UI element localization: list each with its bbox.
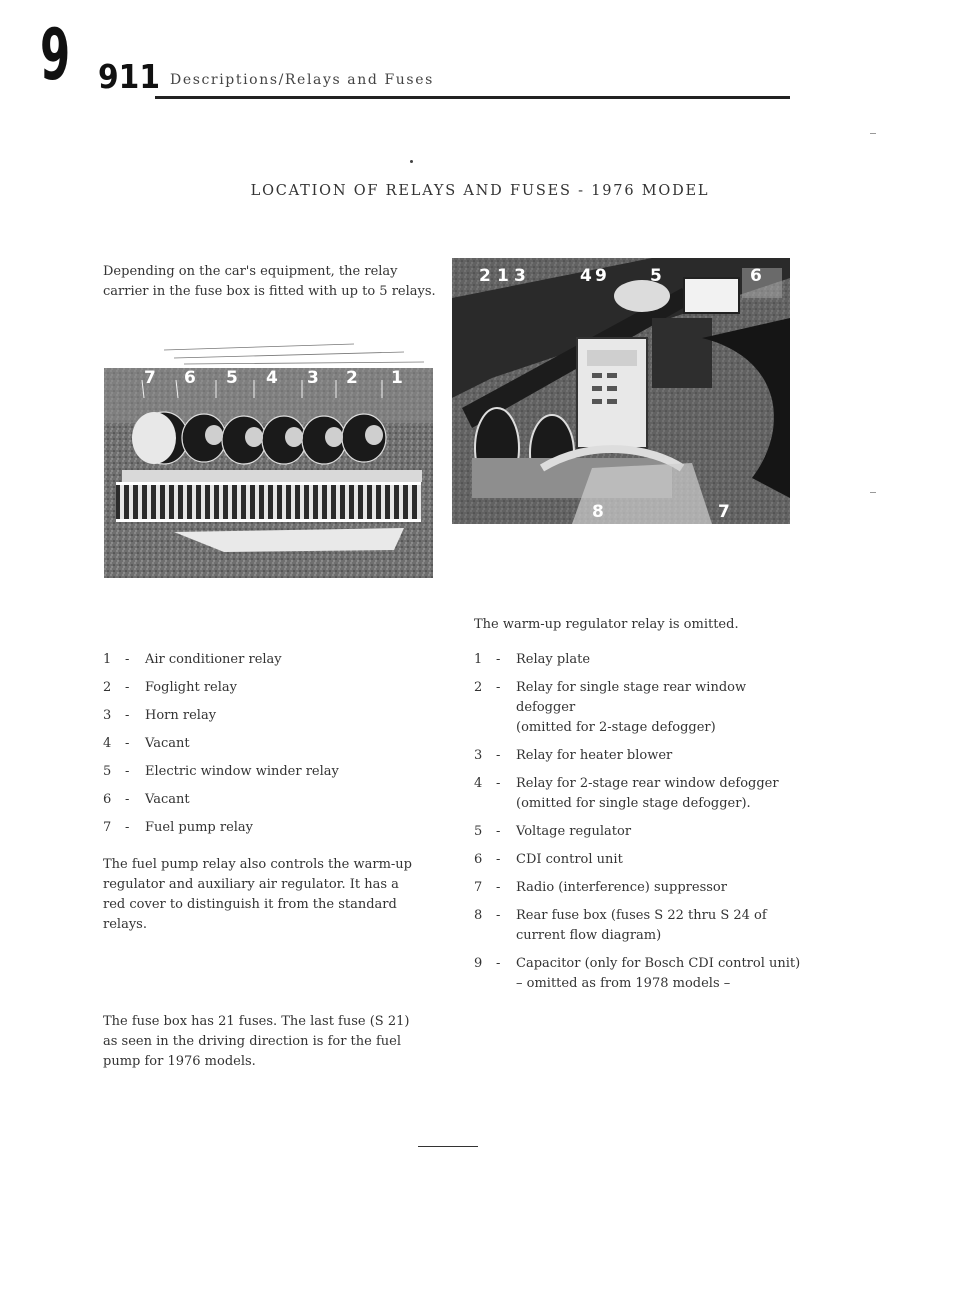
photo-label: 1 <box>497 266 509 286</box>
item-text-continued: – omitted as from 1978 models – <box>516 976 731 991</box>
item-number: 2 <box>474 680 483 695</box>
item-text: Rear fuse box (fuses S 22 thru S 24 of <box>516 908 767 923</box>
item-text: Vacant <box>145 792 190 807</box>
omitted-note: The warm-up regulator relay is omitted. <box>474 617 739 632</box>
relay-carrier-labels <box>104 340 433 578</box>
item-number: 5 <box>103 764 112 779</box>
item-number: 9 <box>474 956 483 971</box>
item-number: 4 <box>103 736 112 751</box>
list-item: 9 - Capacitor (only for Bosch CDI control unit) – omitted as from 1978 models – <box>474 954 804 994</box>
item-text: Voltage regulator <box>516 824 632 839</box>
item-number: 4 <box>474 776 483 791</box>
item-text: Capacitor (only for Bosch CDI control unit) <box>516 956 801 971</box>
list-item: 6 - Vacant <box>103 790 423 818</box>
item-text: Horn relay <box>145 708 217 723</box>
header-rule <box>155 96 790 99</box>
item-text: Foglight relay <box>145 680 237 695</box>
photo-label: 4 <box>266 368 278 388</box>
footer-rule <box>418 1146 478 1147</box>
item-number: 6 <box>474 852 483 867</box>
page-title: LOCATION OF RELAYS AND FUSES - 1976 MODEL <box>250 183 710 199</box>
photo-label: 7 <box>718 502 730 522</box>
item-text-continued: (omitted for single stage defogger). <box>516 796 751 811</box>
fuse-note: The fuse box has 21 fuses. The last fuse (S 21) as seen in the driving direction is for the fuel pump for 1976 models. <box>103 1014 410 1069</box>
item-text: Air conditioner relay <box>145 652 282 667</box>
photo-label: 3 <box>307 368 319 388</box>
item-text: Relay for single stage rear window defogger <box>516 680 747 715</box>
list-item: 4 - Relay for 2-stage rear window defogger (omitted for single stage defogger). <box>474 774 804 814</box>
photo-label: 6 <box>750 266 762 286</box>
photo-label: 2 <box>479 266 491 286</box>
item-number: 1 <box>474 652 483 667</box>
item-number: 7 <box>474 880 483 895</box>
list-item: 6 - CDI control unit <box>474 850 804 870</box>
list-item: 4 - Vacant <box>103 734 423 762</box>
item-text: CDI control unit <box>516 852 623 867</box>
photo-label: 7 <box>144 368 156 388</box>
list-item: 1 - Relay plate <box>474 650 804 670</box>
item-text: Fuel pump relay <box>145 820 254 835</box>
intro-paragraph: Depending on the car's equipment, the relay carrier in the fuse box is fitted with up to 5 relays. <box>103 264 436 299</box>
photo-label: 1 <box>391 368 403 388</box>
item-text: Relay for 2-stage rear window defogger <box>516 776 779 791</box>
model-label: 911 <box>98 57 161 96</box>
item-text-continued: current flow diagram) <box>516 928 662 943</box>
list-item: 3 - Horn relay <box>103 706 423 734</box>
list-item: 7 - Radio (interference) suppressor <box>474 878 804 898</box>
photo-label: 4 <box>580 266 592 286</box>
engine-compartment-labels <box>452 258 790 524</box>
item-text-continued: (omitted for 2-stage defogger) <box>516 720 716 735</box>
list-item: 3 - Relay for heater blower <box>474 746 804 766</box>
photo-label: 3 <box>514 266 526 286</box>
list-item: 1 - Air conditioner relay <box>103 650 423 678</box>
photo-label: 5 <box>226 368 238 388</box>
photo-label: 2 <box>346 368 358 388</box>
list-item: 2 - Foglight relay <box>103 678 423 706</box>
header-title: Descriptions/Relays and Fuses <box>170 72 434 88</box>
item-text: Vacant <box>145 736 190 751</box>
list-item: 5 - Voltage regulator <box>474 822 804 842</box>
item-text: Relay plate <box>516 652 591 667</box>
item-number: 7 <box>103 820 112 835</box>
item-number: 2 <box>103 680 112 695</box>
photo-label: 6 <box>184 368 196 388</box>
item-number: 5 <box>474 824 483 839</box>
item-text: Relay for heater blower <box>516 748 673 763</box>
list-item: 5 - Electric window winder relay <box>103 762 423 790</box>
item-text: Electric window winder relay <box>145 764 339 779</box>
list-item: 8 - Rear fuse box (fuses S 22 thru S 24 of current flow diagram) <box>474 906 804 946</box>
list-item: 7 - Fuel pump relay <box>103 818 423 846</box>
margin-mark <box>870 133 876 134</box>
fuel-pump-note: The fuel pump relay also controls the warm-up regulator and auxiliary air regulator. It has a red cover to distinguish it from the standard relays. <box>103 857 412 932</box>
photo-label: 8 <box>592 502 604 522</box>
item-number: 6 <box>103 792 112 807</box>
margin-mark <box>870 492 876 493</box>
photo-label: 5 <box>650 266 662 286</box>
item-number: 3 <box>474 748 483 763</box>
relay-list <box>103 650 423 846</box>
section-number: 9 <box>40 14 71 96</box>
item-number: 8 <box>474 908 483 923</box>
item-text: Radio (interference) suppressor <box>516 880 727 895</box>
photo-label: 9 <box>595 266 607 286</box>
list-item: 2 - Relay for single stage rear window defogger (omitted for 2-stage defogger) <box>474 678 804 738</box>
stray-dot <box>410 160 413 163</box>
item-number: 1 <box>103 652 112 667</box>
item-number: 3 <box>103 708 112 723</box>
component-list <box>474 650 804 1002</box>
